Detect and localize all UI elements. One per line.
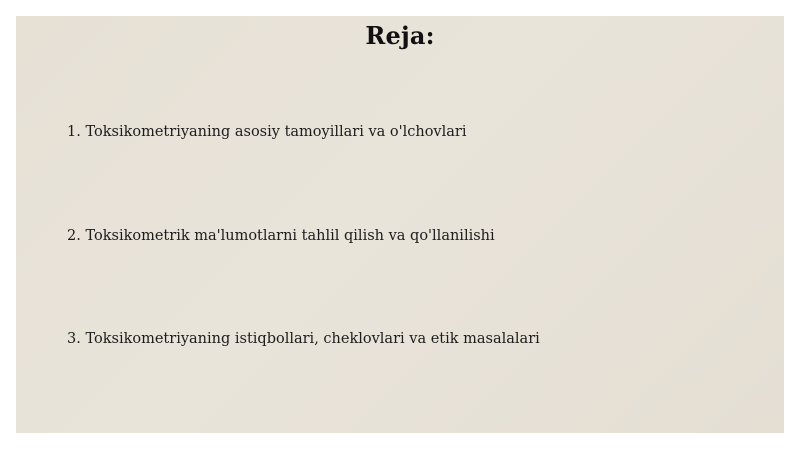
plan-item-1: 1. Toksikometriyaning asosiy tamoyillari va o'lchovlari (67, 124, 467, 140)
plan-item-2: 2. Toksikometrik ma'lumotlarni tahlil qilish va qo'llanilishi (67, 228, 495, 244)
slide-title: Reja: (365, 21, 435, 50)
plan-item-3: 3. Toksikometriyaning istiqbollari, cheklovlari va etik masalalari (67, 331, 540, 347)
slide (16, 16, 784, 433)
